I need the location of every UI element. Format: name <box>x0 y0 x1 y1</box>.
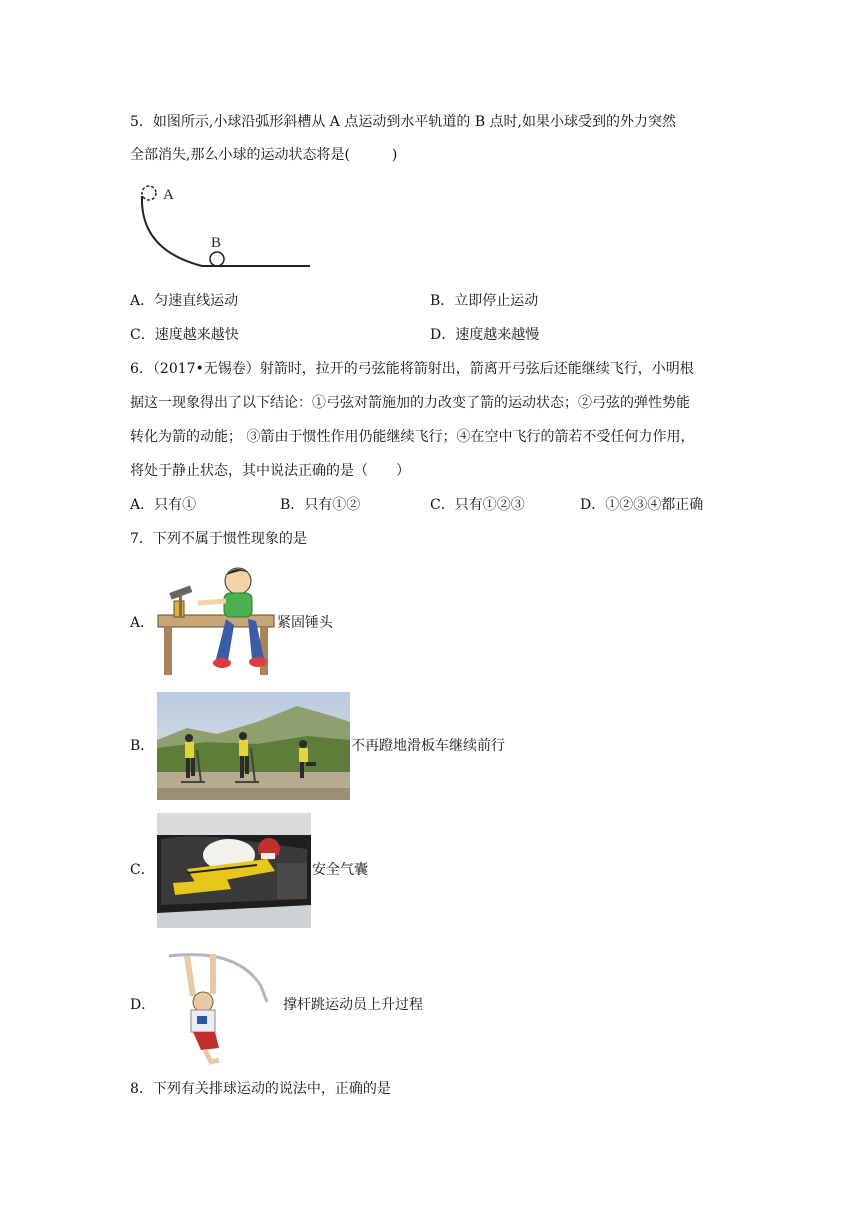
q7-option-b-image <box>157 692 350 800</box>
q5-option-d: D．速度越来越慢 <box>430 327 540 343</box>
q7-option-b-text: 不再蹬地滑板车继续前行 <box>351 738 505 754</box>
q5-option-a: A．匀速直线运动 <box>130 293 239 309</box>
q8-stem: 8．下列有关排球运动的说法中，正确的是 <box>130 1081 391 1097</box>
q6-stem-line1: 6．（2017•无锡卷）射箭时，拉开的弓弦能将箭射出，箭离开弓弦后还能继续飞行，小明根 <box>130 361 694 377</box>
q5-option-b: B．立即停止运动 <box>430 293 539 309</box>
ball-at-a <box>142 186 156 200</box>
q6-stem-line4: 将处于静止状态，其中说法正确的是（ ） <box>130 463 410 479</box>
label-b: B <box>211 235 222 251</box>
q7-option-d-letter: D． <box>130 997 156 1013</box>
q6-stem-line3: 转化为箭的动能； ③箭由于惯性作用仍能继续飞行；④在空中飞行的箭若不受任何力作用， <box>130 429 695 445</box>
q6-option-b: B．只有①② <box>280 497 361 513</box>
q6-option-a: A．只有① <box>130 497 197 513</box>
q7-option-c-text: 安全气囊 <box>312 862 368 878</box>
q7-option-d-image <box>157 946 282 1066</box>
q7-option-c-letter: C． <box>130 862 155 878</box>
q7-option-b-letter: B． <box>130 738 155 754</box>
q6-option-d: D．①②③④都正确 <box>580 497 704 513</box>
q7-option-d-text: 撑杆跳运动员上升过程 <box>283 997 423 1013</box>
q7-option-c-image <box>157 813 311 928</box>
q7-option-a-text: 紧固锤头 <box>277 615 333 631</box>
label-a: A <box>163 187 174 203</box>
ball-at-b <box>210 252 224 266</box>
q7-option-a-letter: A． <box>130 615 155 631</box>
q7-stem: 7．下列不属于惯性现象的是 <box>130 531 307 547</box>
q6-option-c: C．只有①②③ <box>430 497 525 513</box>
q5-slope-figure <box>130 178 320 278</box>
q5-stem-line1: 5．如图所示,小球沿弧形斜槽从 A 点运动到水平轨道的 B 点时,如果小球受到的外力突然 <box>130 114 677 130</box>
q5-option-c: C．速度越来越快 <box>130 327 239 343</box>
q6-stem-line2: 据这一现象得出了以下结论：①弓弦对箭施加的力改变了箭的运动状态；②弓弦的弹性势能 <box>130 395 690 411</box>
q7-option-a-image <box>156 563 276 681</box>
q5-stem-line2: 全部消失,那么小球的运动状态将是( ) <box>130 147 398 163</box>
